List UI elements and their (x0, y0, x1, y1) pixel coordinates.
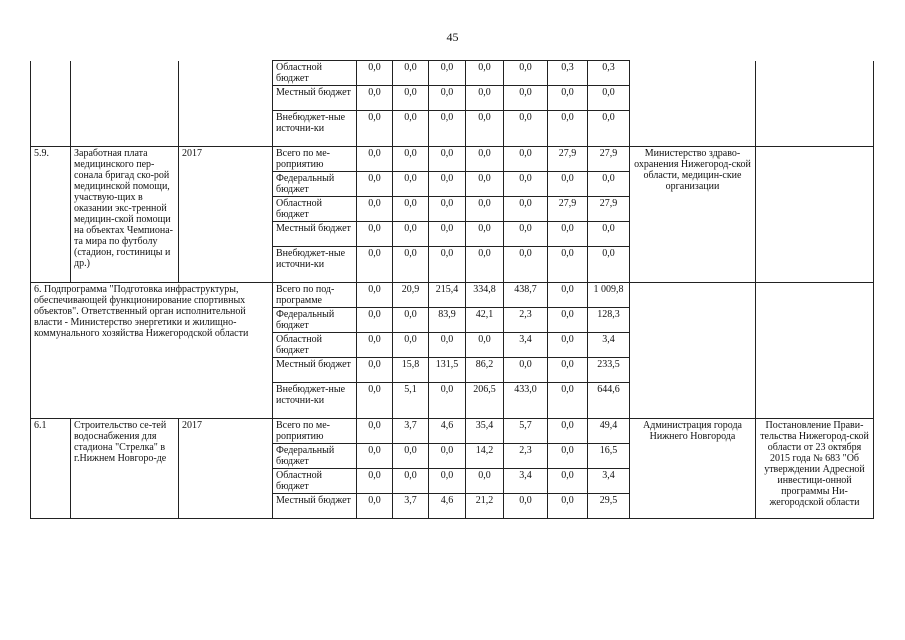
value-cell: 3,4 (588, 469, 630, 494)
value-cell: 83,9 (429, 308, 466, 333)
value-cell: 0,0 (357, 444, 393, 469)
value-cell: 4,6 (429, 419, 466, 444)
item-basis: Постановление Прави-тельства Нижегород-ской области от 23 октября 2015 года № 683 "Об утверждении Адресной инвестици-онной программы Ни-жегородской области (756, 419, 874, 519)
item-number: 5.9. (31, 147, 71, 283)
value-cell: 0,0 (548, 358, 588, 383)
source-cell: Областной бюджет (273, 197, 357, 222)
source-cell: Местный бюджет (273, 86, 357, 111)
value-cell: 0,0 (504, 247, 548, 283)
value-cell: 0,0 (357, 383, 393, 419)
item-year: 2017 (179, 419, 273, 519)
source-cell: Внебюджет-ные источни-ки (273, 111, 357, 147)
value-cell: 3,4 (504, 469, 548, 494)
value-cell: 0,0 (393, 444, 429, 469)
value-cell: 0,0 (357, 247, 393, 283)
value-cell: 0,0 (588, 247, 630, 283)
source-cell: Внебюджет-ные источни-ки (273, 383, 357, 419)
value-cell: 2,3 (504, 308, 548, 333)
source-cell: Областной бюджет (273, 61, 357, 86)
value-cell: 3,4 (504, 333, 548, 358)
value-cell: 0,0 (393, 172, 429, 197)
value-cell: 0,0 (548, 383, 588, 419)
value-cell: 0,0 (548, 469, 588, 494)
subprogram-title: 6. Подпрограмма "Подготовка инфраструктуры, обеспечивающей функционирование спортивных объектов". Ответственный орган исполнительной власти - Министерство энергетики и жилищно-коммунального хозяйства Нижегородской области (31, 283, 273, 419)
value-cell: 0,0 (548, 247, 588, 283)
value-cell: 27,9 (548, 147, 588, 172)
value-cell: 0,0 (466, 333, 504, 358)
value-cell: 0,0 (429, 86, 466, 111)
value-cell: 0,0 (548, 283, 588, 308)
value-cell: 0,0 (466, 61, 504, 86)
value-cell: 0,0 (466, 147, 504, 172)
value-cell: 0,0 (429, 247, 466, 283)
value-cell: 0,0 (429, 333, 466, 358)
cont-executor-cell (630, 61, 756, 147)
value-cell: 27,9 (588, 197, 630, 222)
value-cell: 0,0 (393, 197, 429, 222)
value-cell: 42,1 (466, 308, 504, 333)
value-cell: 3,7 (393, 494, 429, 519)
cont-basis-cell (756, 61, 874, 147)
value-cell: 0,0 (357, 469, 393, 494)
value-cell: 0,0 (466, 469, 504, 494)
source-cell: Всего по ме-роприятию (273, 419, 357, 444)
value-cell: 86,2 (466, 358, 504, 383)
value-cell: 0,0 (357, 61, 393, 86)
value-cell: 0,0 (504, 358, 548, 383)
value-cell: 0,0 (357, 419, 393, 444)
value-cell: 0,0 (393, 247, 429, 283)
source-cell: Всего по под-программе (273, 283, 357, 308)
value-cell: 0,0 (429, 172, 466, 197)
item-executor: Министерство здраво-охранения Нижегород-ской области, медицин-ские организации (630, 147, 756, 283)
item-basis (756, 147, 874, 283)
value-cell: 0,0 (357, 358, 393, 383)
source-cell: Внебюджет-ные источни-ки (273, 247, 357, 283)
budget-table (30, 60, 874, 519)
value-cell: 0,0 (393, 86, 429, 111)
value-cell: 0,0 (548, 222, 588, 247)
value-cell: 0,0 (504, 197, 548, 222)
value-cell: 0,0 (548, 444, 588, 469)
table-row (31, 419, 874, 444)
value-cell: 3,4 (588, 333, 630, 358)
value-cell: 233,5 (588, 358, 630, 383)
value-cell: 0,0 (393, 222, 429, 247)
value-cell: 27,9 (548, 197, 588, 222)
source-cell: Всего по ме-роприятию (273, 147, 357, 172)
item-executor: Администрация города Нижнего Новгорода (630, 419, 756, 519)
value-cell: 0,0 (357, 283, 393, 308)
cont-name-cell (71, 61, 179, 147)
value-cell: 0,0 (548, 494, 588, 519)
value-cell: 0,0 (429, 61, 466, 86)
item-name: Строительство се-тей водоснабжения для стадиона "Стрелка" в г.Нижнем Новгоро-де (71, 419, 179, 519)
value-cell: 0,0 (429, 383, 466, 419)
value-cell: 0,0 (357, 86, 393, 111)
value-cell: 5,1 (393, 383, 429, 419)
value-cell: 0,0 (429, 444, 466, 469)
value-cell: 0,0 (429, 197, 466, 222)
value-cell: 0,0 (429, 111, 466, 147)
value-cell: 0,0 (393, 333, 429, 358)
value-cell: 0,0 (504, 147, 548, 172)
value-cell: 0,0 (466, 197, 504, 222)
cont-num-cell (31, 61, 71, 147)
source-cell: Федеральный бюджет (273, 444, 357, 469)
value-cell: 35,4 (466, 419, 504, 444)
subprogram-executor (630, 283, 756, 419)
value-cell: 0,0 (429, 147, 466, 172)
item-name: Заработная плата медицинского пер-сонала бригад ско-рой медицинской помощи, участвую-щих в оказании экс-тренной медицин-ской помощи на объектах Чемпиона-та мира по футболу (стадион, гостиницы и др.) (71, 147, 179, 283)
value-cell: 438,7 (504, 283, 548, 308)
value-cell: 0,0 (357, 197, 393, 222)
value-cell: 0,0 (429, 222, 466, 247)
value-cell: 0,0 (429, 469, 466, 494)
value-cell: 0,0 (466, 111, 504, 147)
value-cell: 14,2 (466, 444, 504, 469)
value-cell: 0,0 (357, 222, 393, 247)
value-cell: 21,2 (466, 494, 504, 519)
value-cell: 0,0 (548, 86, 588, 111)
value-cell: 0,0 (588, 86, 630, 111)
value-cell: 0,0 (548, 111, 588, 147)
value-cell: 433,0 (504, 383, 548, 419)
value-cell: 20,9 (393, 283, 429, 308)
value-cell: 3,7 (393, 419, 429, 444)
value-cell: 0,0 (357, 147, 393, 172)
table-row (31, 61, 874, 86)
value-cell: 0,0 (357, 333, 393, 358)
value-cell: 206,5 (466, 383, 504, 419)
value-cell: 29,5 (588, 494, 630, 519)
value-cell: 0,3 (588, 61, 630, 86)
value-cell: 49,4 (588, 419, 630, 444)
value-cell: 1 009,8 (588, 283, 630, 308)
value-cell: 0,0 (393, 111, 429, 147)
value-cell: 4,6 (429, 494, 466, 519)
value-cell: 0,0 (393, 61, 429, 86)
value-cell: 0,0 (504, 494, 548, 519)
value-cell: 0,0 (588, 222, 630, 247)
value-cell: 27,9 (588, 147, 630, 172)
source-cell: Местный бюджет (273, 222, 357, 247)
value-cell: 2,3 (504, 444, 548, 469)
value-cell: 0,0 (357, 172, 393, 197)
source-cell: Областной бюджет (273, 333, 357, 358)
value-cell: 334,8 (466, 283, 504, 308)
value-cell: 0,0 (466, 86, 504, 111)
value-cell: 16,5 (588, 444, 630, 469)
value-cell: 131,5 (429, 358, 466, 383)
value-cell: 0,0 (393, 308, 429, 333)
value-cell: 0,0 (548, 333, 588, 358)
subprogram-basis (756, 283, 874, 419)
cont-year-cell (179, 61, 273, 147)
value-cell: 0,0 (466, 247, 504, 283)
value-cell: 215,4 (429, 283, 466, 308)
value-cell: 0,0 (357, 111, 393, 147)
value-cell: 644,6 (588, 383, 630, 419)
item-year: 2017 (179, 147, 273, 283)
page-number: 45 (446, 30, 459, 44)
value-cell: 0,0 (548, 419, 588, 444)
value-cell: 0,0 (504, 86, 548, 111)
value-cell: 5,7 (504, 419, 548, 444)
source-cell: Местный бюджет (273, 494, 357, 519)
value-cell: 15,8 (393, 358, 429, 383)
value-cell: 0,0 (357, 494, 393, 519)
value-cell: 0,0 (393, 147, 429, 172)
value-cell: 0,0 (548, 308, 588, 333)
table-row (31, 283, 874, 308)
value-cell: 0,0 (504, 61, 548, 86)
value-cell: 0,0 (393, 469, 429, 494)
source-cell: Федеральный бюджет (273, 172, 357, 197)
value-cell: 0,0 (588, 111, 630, 147)
value-cell: 0,0 (588, 172, 630, 197)
source-cell: Местный бюджет (273, 358, 357, 383)
item-number: 6.1 (31, 419, 71, 519)
value-cell: 0,3 (548, 61, 588, 86)
source-cell: Областной бюджет (273, 469, 357, 494)
value-cell: 0,0 (466, 172, 504, 197)
value-cell: 0,0 (504, 172, 548, 197)
value-cell: 0,0 (466, 222, 504, 247)
source-cell: Федеральный бюджет (273, 308, 357, 333)
value-cell: 128,3 (588, 308, 630, 333)
table-row (31, 147, 874, 172)
value-cell: 0,0 (504, 222, 548, 247)
value-cell: 0,0 (548, 172, 588, 197)
value-cell: 0,0 (357, 308, 393, 333)
value-cell: 0,0 (504, 111, 548, 147)
